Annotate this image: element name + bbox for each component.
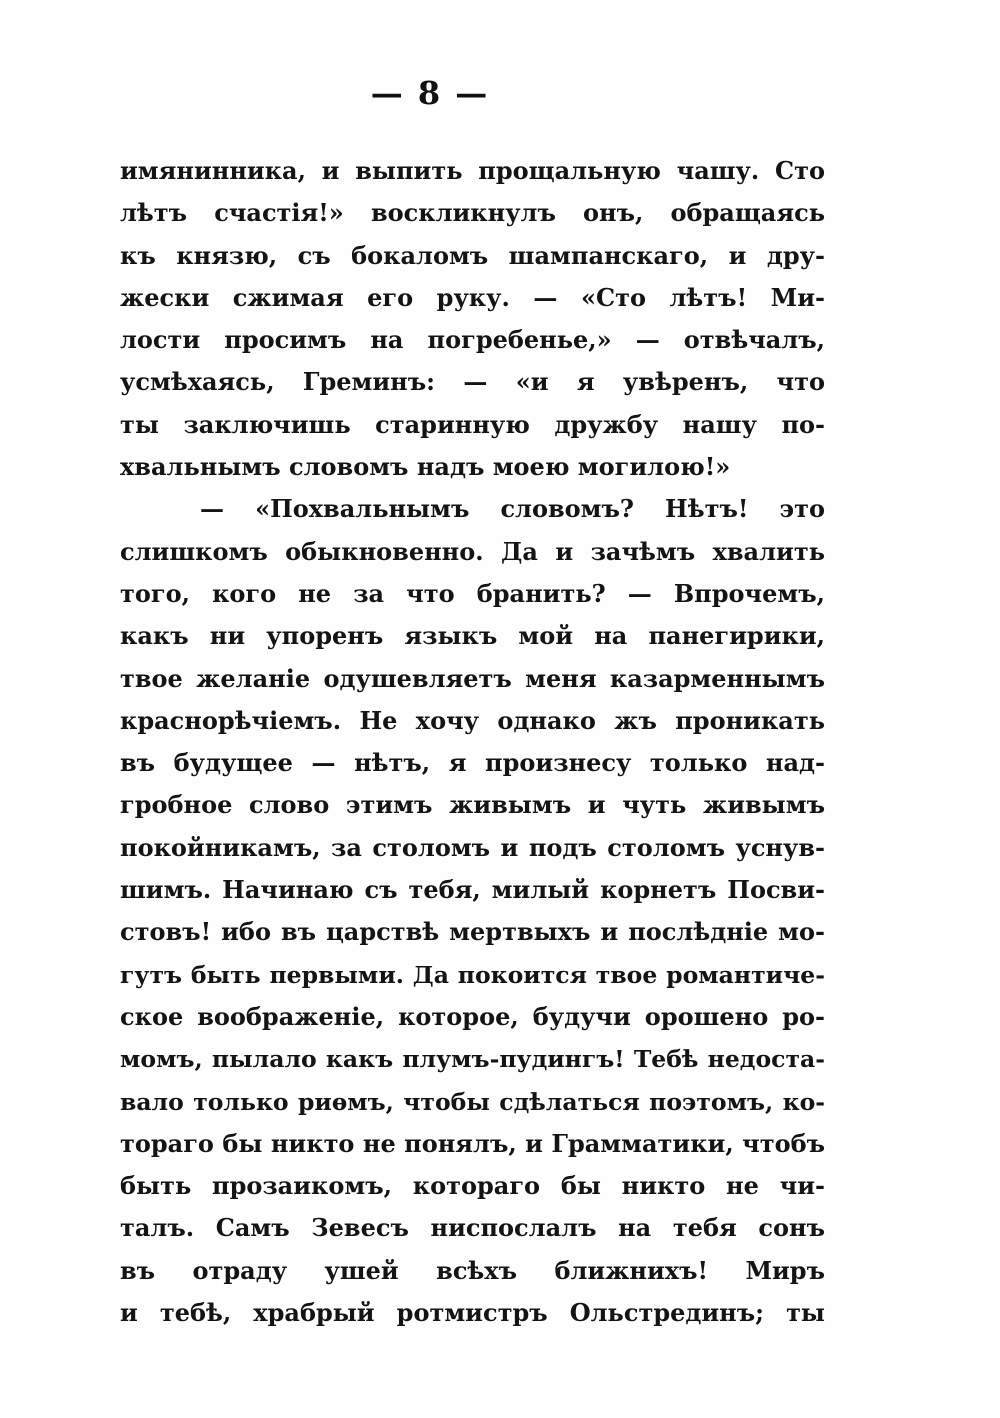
text-line: жески сжимая его руку. — «Сто лѣтъ! Ми- <box>120 282 825 312</box>
text-line: покойникамъ, за столомъ и подъ столомъ уснув- <box>120 832 825 862</box>
text-line: тораго бы никто не понялъ, и Грамматики, чтобъ <box>120 1128 825 1158</box>
text-line: къ князю, съ бокаломъ шампанскаго, и дру- <box>120 240 825 270</box>
text-line: быть прозаикомъ, котораго бы никто не чи- <box>120 1171 825 1201</box>
text-line: ское воображеніе, которое, будучи орошено ро- <box>120 1001 825 1031</box>
text-line: гробное слово этимъ живымъ и чуть живымъ <box>120 790 825 820</box>
text-line: и тебѣ, храбрый ротмистръ Ольстрединъ; ты <box>120 1298 825 1328</box>
text-line: хвальнымъ словомъ надъ моею могилою!» <box>120 452 731 482</box>
text-line: стовъ! ибо въ царствѣ мертвыхъ и послѣдніе мо- <box>120 917 825 947</box>
text-line: какъ ни упоренъ языкъ мой на панегирики, <box>120 621 825 651</box>
text-line: шимъ. Начинаю съ тебя, милый корнетъ Посви- <box>120 875 825 905</box>
text-line: твое желаніе одушевляетъ меня казарменнымъ <box>120 663 825 693</box>
text-line: имянинника, и выпить прощальную чашу. Сто <box>120 156 825 185</box>
text-line: момъ, пылало какъ плумъ-пудингъ! Тебѣ недоста- <box>120 1045 825 1074</box>
text-line: краснорѣчіемъ. Не хочу однако жъ проникать <box>120 705 825 735</box>
paragraph-start-line: — «Похвальнымъ словомъ? Нѣтъ! это <box>200 494 825 524</box>
text-line: лости просимъ на погребенье,» — отвѣчалъ, <box>120 325 825 355</box>
text-line: лѣтъ счастія!» воскликнулъ онъ, обращаясь <box>120 198 825 228</box>
text-line: талъ. Самъ Зевесъ ниспослалъ на тебя сонъ <box>120 1213 825 1243</box>
text-line: гутъ быть первыми. Да покоится твое романтиче- <box>120 960 825 989</box>
text-line: вало только риѳмъ, чтобы сдѣлаться поэтомъ, ко- <box>120 1087 825 1116</box>
text-line: слишкомъ обыкновенно. Да и зачѣмъ хвалить <box>120 536 825 566</box>
text-line: того, кого не за что бранить? — Впрочемъ, <box>120 578 825 608</box>
text-line: ты заключишь старинную дружбу нашу по- <box>120 409 825 439</box>
text-line: въ будущее — нѣтъ, я произнесу только над- <box>120 748 825 778</box>
text-line: въ отраду ушей всѣхъ ближнихъ! Миръ <box>120 1255 825 1285</box>
body-text <box>120 150 825 1334</box>
text-line: усмѣхаясь, Греминъ: — «и я увѣренъ, что <box>120 367 825 397</box>
page-number: — 8 — <box>370 74 490 112</box>
